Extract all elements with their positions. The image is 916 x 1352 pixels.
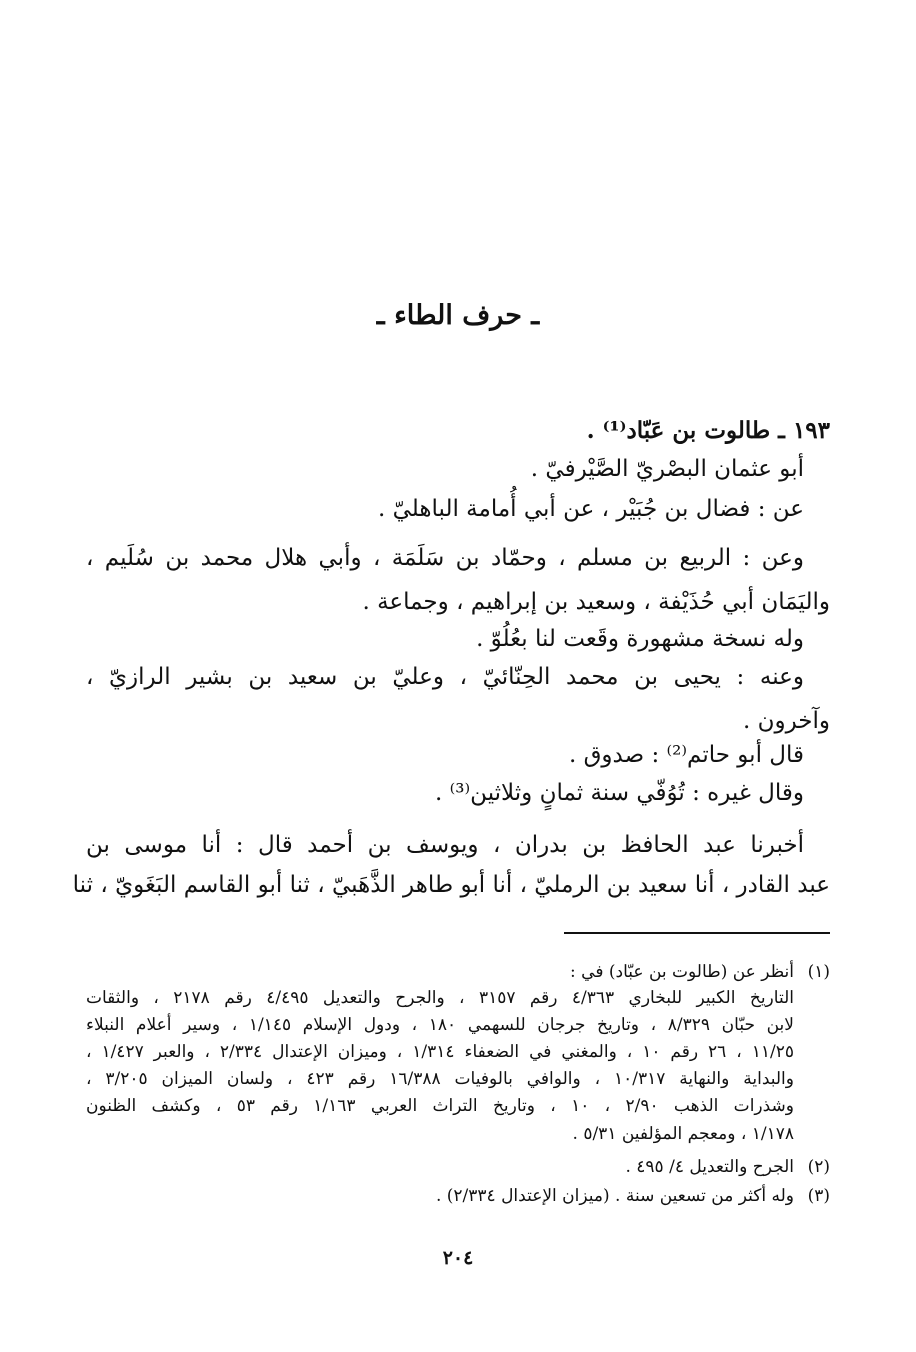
entry-line: وعن : الربيع بن مسلم ، وحمّاد بن سَلَمَة ، وأبي هلال محمد بن سُلَيم ، [86, 545, 804, 571]
chapter-title: ـ حرف الطاء ـ [376, 300, 540, 331]
entry-line: أبو عثمان البصْريّ الصَّيْرفيّ . [530, 456, 804, 482]
footnote-line: وشذرات الذهب ٢/٩٠ ، ١٠ ، وتاريخ التراث العربي ١/١٦٣ رقم ٥٣ ، وكشف الظنون [86, 1096, 795, 1116]
footnote-text: وله أكثر من تسعين سنة . (ميزان الإعتدال ٢/٣٣٤) . [435, 1186, 794, 1206]
footnote-separator [564, 932, 830, 934]
footnote-text: أنظر عن (طالوت بن عبّاد) في : [570, 962, 794, 982]
footnote-line: ١١/٢٥ ، ٢٦ رقم ١٠ ، والمغني في الضعفاء ١/٣١٤ ، وميزان الإعتدال ٢/٣٣٤ ، والعبر ١/٤٢٧ ، [86, 1042, 794, 1062]
footnote-number: (٢) [807, 1157, 830, 1177]
entry-line: وعنه : يحيى بن محمد الحِنّائيّ ، وعليّ بن سعيد بن بشير الرازيّ ، [86, 664, 804, 690]
entry-line: عبد القادر ، أنا سعيد بن الرمليّ ، أنا أبو طاهر الذَّهَبيّ ، ثنا أبو القاسم البَغَويّ ، ثنا [72, 872, 830, 898]
entry-heading: ١٩٣ ـ طالوت بن عَبّاد⁽¹⁾ . [586, 417, 830, 444]
entry-line: عن : فضال بن جُبَيْر ، عن أبي أُمامة الباهليّ . [377, 496, 804, 522]
entry-line: واليَمَان أبي حُذَيْفة ، وسعيد بن إبراهيم ، وجماعة . [362, 589, 830, 615]
footnote-line: التاريخ الكبير للبخاري ٤/٣٦٣ رقم ٣١٥٧ ، والجرح والتعديل ٤/٤٩٥ رقم ٢١٧٨ ، والثقات [86, 988, 794, 1008]
entry-line: أخبرنا عبد الحافظ بن بدران ، ويوسف بن أحمد قال : أنا موسى بن [86, 832, 804, 858]
footnote-text: الجرح والتعديل ٤/ ٤٩٥ . [625, 1157, 794, 1177]
footnote-line: لابن حبّان ٨/٣٢٩ ، وتاريخ جرجان للسهمي ١٨٠ ، ودول الإسلام ١/١٤٥ ، وسير أعلام النبلاء [86, 1015, 794, 1035]
footnote-line: ١/١٧٨ ، ومعجم المؤلفين ٥/٣١ . [572, 1124, 794, 1144]
footnote-line: والبداية والنهاية ١٠/٣١٧ ، والوافي بالوفيات ١٦/٣٨٨ رقم ٤٢٣ ، ولسان الميزان ٣/٢٠٥ ، [86, 1069, 794, 1089]
entry-line: قال أبو حاتم⁽²⁾ : صدوق . [568, 742, 804, 768]
footnote-3 [86, 1182, 830, 1210]
footnote-number: (٣) [807, 1186, 830, 1206]
entry-line: وله نسخة مشهورة وقَعت لنا بعُلُوّ . [476, 626, 804, 652]
entry-line: وآخرون . [742, 708, 830, 734]
footnote-number: (١) [807, 962, 830, 982]
footnote-1 [86, 958, 830, 986]
entry-line: وقال غيره : تُوُفّي سنة ثمانٍ وثلاثين⁽³⁾ . [435, 780, 804, 806]
footnote-2 [86, 1153, 830, 1181]
page-number: ٢٠٤ [442, 1247, 474, 1269]
